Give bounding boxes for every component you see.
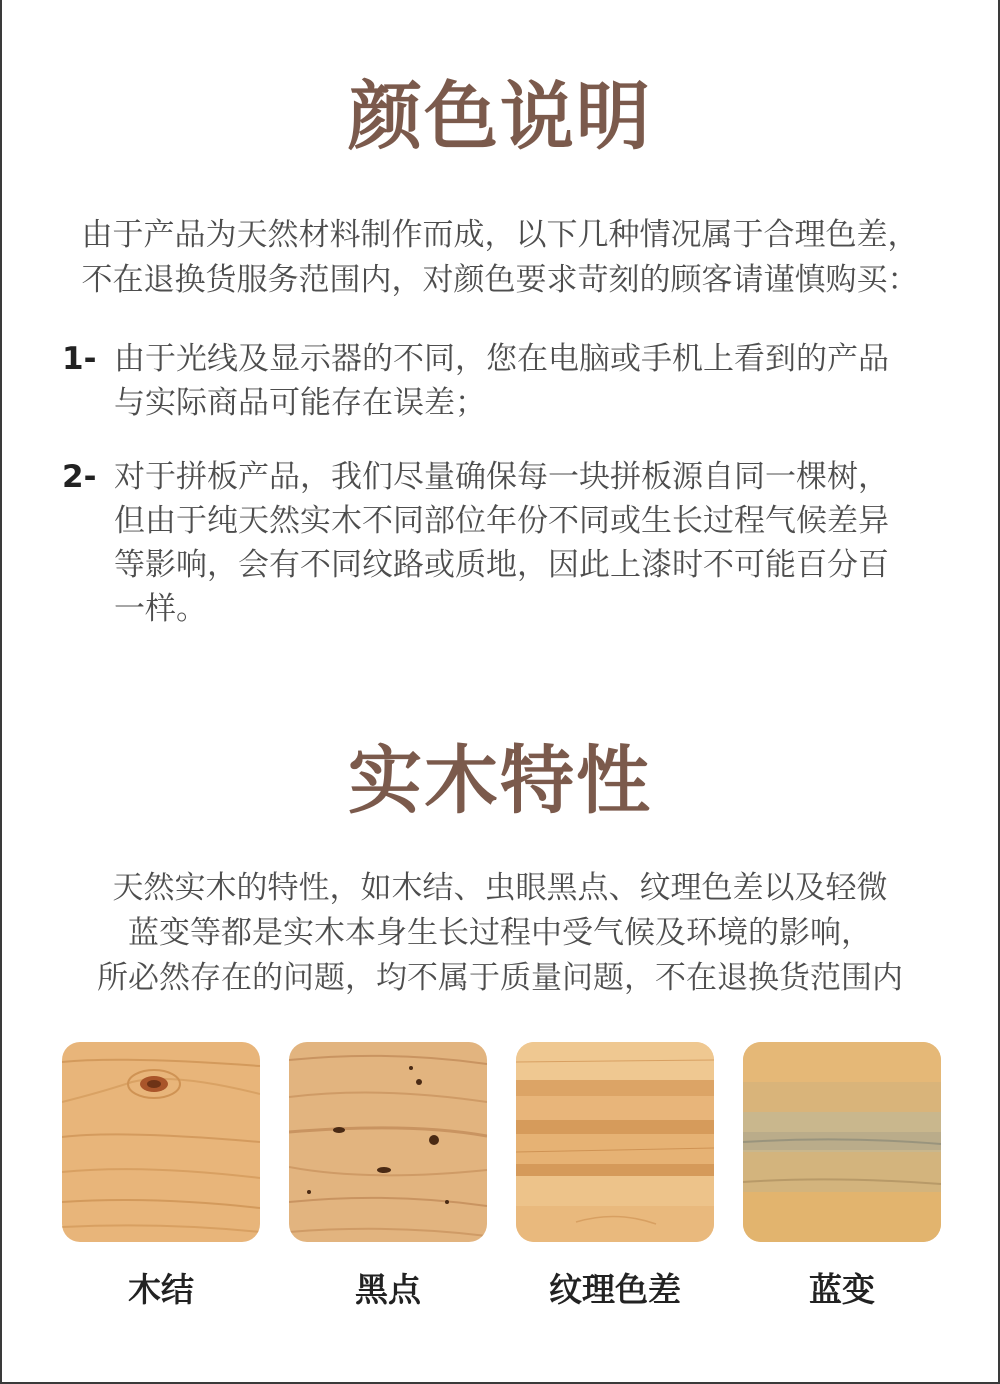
note-line: 对于拼板产品，我们尽量确保每一块拼板源自同一棵树，: [114, 459, 889, 495]
intro-line: 天然实木的特性，如木结、虫眼黑点、纹理色差以及轻微: [112, 870, 888, 906]
wood-section-title: 实木特性: [348, 738, 652, 824]
wood-blue-stain-image: [743, 1042, 941, 1242]
sample-label: 纹理色差: [549, 1270, 681, 1309]
note-text: [114, 455, 962, 631]
page-border-left: [0, 0, 2, 1384]
sample-label: 蓝变: [809, 1270, 875, 1309]
intro-line: 由于产品为天然材料制作而成，以下几种情况属于合理色差，: [81, 217, 919, 253]
wood-grain-variation-image: [516, 1042, 714, 1242]
intro-line: 不在退换货服务范围内，对颜色要求苛刻的顾客请谨慎购买：: [81, 262, 919, 298]
note-line: 但由于纯天然实木不同部位年份不同或生长过程气候差异: [114, 503, 889, 539]
color-section-intro: [40, 213, 960, 303]
wood-section-intro: [40, 866, 960, 1001]
note-text: [114, 337, 962, 425]
note-line: 一样。: [114, 591, 207, 627]
sample-label: 木结: [128, 1270, 194, 1309]
wood-knot-image: [62, 1042, 260, 1242]
note-number: 2-: [62, 459, 97, 495]
wood-black-spots-image: [289, 1042, 487, 1242]
intro-line: 蓝变等都是实木本身生长过程中受气候及环境的影响，: [128, 915, 872, 951]
note-number: 1-: [62, 341, 97, 377]
note-line: 等影响，会有不同纹路或质地，因此上漆时不可能百分百: [114, 547, 889, 583]
color-section-title: 颜色说明: [348, 74, 652, 160]
note-line: 与实际商品可能存在误差；: [114, 385, 486, 421]
sample-label: 黑点: [355, 1270, 421, 1309]
note-line: 由于光线及显示器的不同，您在电脑或手机上看到的产品: [114, 341, 889, 377]
intro-line: 所必然存在的问题，均不属于质量问题，不在退换货范围内: [97, 960, 903, 996]
